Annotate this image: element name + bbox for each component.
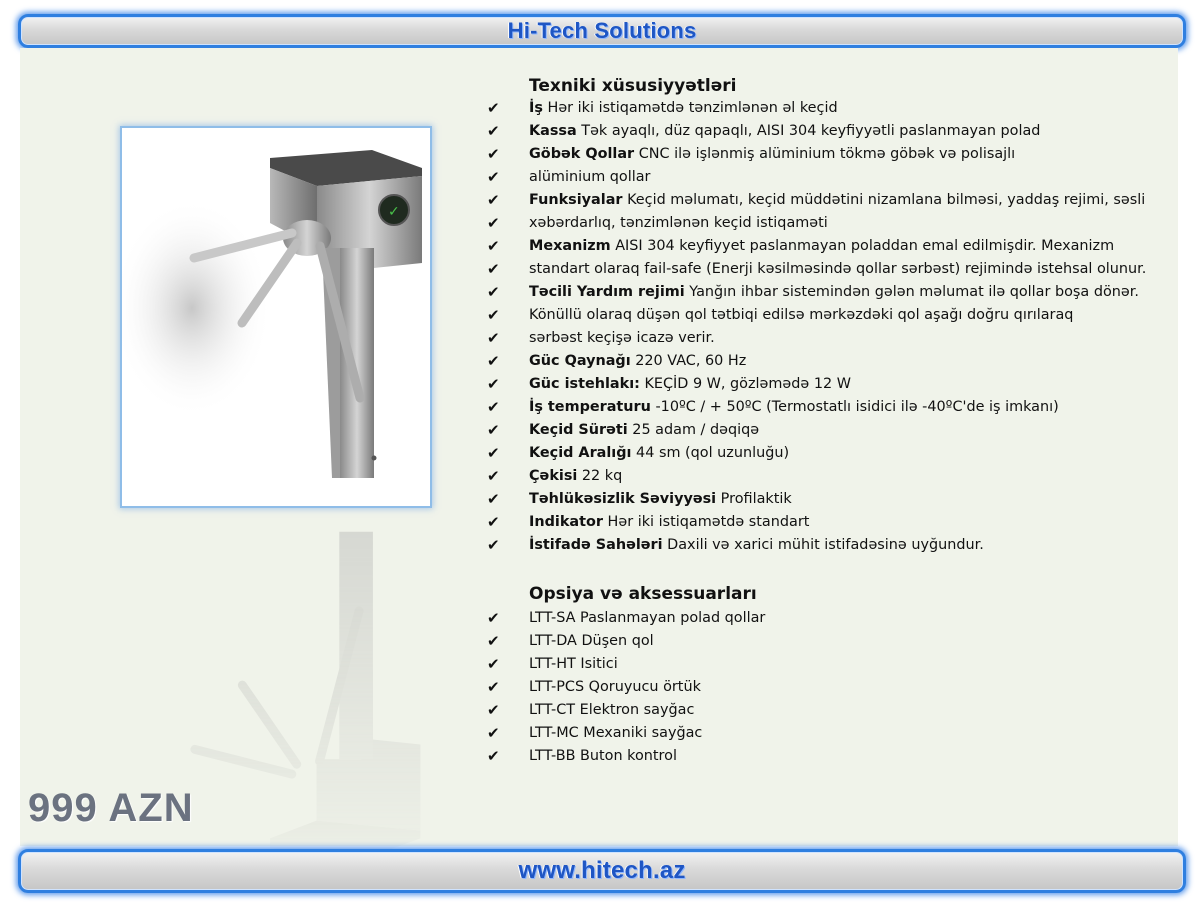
spec-item (485, 261, 1175, 278)
checkmark-icon: ✔ (487, 191, 500, 209)
spec-item (485, 307, 1175, 324)
spec-text: Tək ayaqlı, düz qapaqlı, AISI 304 keyfiyyətli paslanmayan polad (576, 123, 1041, 139)
spec-text: Yanğın ihbar sistemindən gələn məlumat ilə qollar boşa dönər. (684, 284, 1139, 300)
checkmark-icon: ✔ (487, 467, 500, 485)
option-text: LTT-DA Düşen qol (529, 633, 654, 649)
option-text: LTT-HT Isitici (529, 656, 618, 672)
spec-text: Könüllü olaraq düşən qol tətbiqi edilsə mərkəzdəki qol aşağı doğru qırılaraq (529, 307, 1074, 323)
spec-item (485, 123, 1175, 140)
option-text: LTT-BB Buton kontrol (529, 748, 677, 764)
spec-item (485, 376, 1175, 393)
spec-text: sərbəst keçişə icazə verir. (529, 330, 715, 346)
option-item (485, 702, 1175, 719)
spec-label: Göbək Qollar (529, 146, 635, 162)
checkmark-icon: ✔ (487, 214, 500, 232)
spec-item (485, 491, 1175, 508)
option-item (485, 748, 1175, 765)
checkmark-icon: ✔ (487, 421, 500, 439)
specs-list (485, 100, 1175, 554)
option-item (485, 679, 1175, 696)
spec-text: AISI 304 keyfiyyet paslanmayan poladdan emal edilmişdir. Mexanizm (610, 238, 1115, 254)
spec-text: 25 adam / dəqiqə (627, 422, 760, 438)
option-item (485, 656, 1175, 673)
checkmark-icon: ✔ (487, 99, 500, 117)
checkmark-icon: ✔ (487, 655, 500, 673)
checkmark-icon: ✔ (487, 724, 500, 742)
checkmark-icon: ✔ (487, 329, 500, 347)
spec-text: 22 kq (577, 468, 623, 484)
checkmark-icon: ✔ (487, 352, 500, 370)
spec-item (485, 399, 1175, 416)
spec-item (485, 537, 1175, 554)
checkmark-icon: ✔ (487, 283, 500, 301)
option-item (485, 610, 1175, 627)
option-item (485, 633, 1175, 650)
spec-item (485, 445, 1175, 462)
checkmark-icon: ✔ (487, 375, 500, 393)
spec-item (485, 169, 1175, 186)
checkmark-icon: ✔ (487, 513, 500, 531)
option-text: LTT-PCS Qoruyucu örtük (529, 679, 701, 695)
spec-item (485, 514, 1175, 531)
footer-url: www.hitech.az (518, 857, 686, 884)
checkmark-icon: ✔ (487, 678, 500, 696)
checkmark-icon: ✔ (487, 747, 500, 765)
spec-text: CNC ilə işlənmiş alüminium tökmə göbək və polisajlı (634, 146, 1016, 162)
spec-item (485, 146, 1175, 163)
spec-item (485, 215, 1175, 232)
checkmark-icon: ✔ (487, 237, 500, 255)
option-text: LTT-MC Mexaniki sayğac (529, 725, 703, 741)
spec-item (485, 468, 1175, 485)
option-text: LTT-SA Paslanmayan polad qollar (529, 610, 766, 626)
checkmark-icon: ✔ (487, 536, 500, 554)
spec-text: Keçid məlumatı, keçid müddətini nizamlana bilməsi, yaddaş rejimi, səsli (622, 192, 1146, 208)
spec-label: Mexanizm (529, 238, 611, 254)
checkmark-icon: ✔ (487, 398, 500, 416)
option-item (485, 725, 1175, 742)
checkmark-icon: ✔ (487, 444, 500, 462)
spec-text: Hər iki istiqamətdə tənzimlənən əl keçid (542, 100, 838, 116)
header-bar (18, 14, 1186, 48)
svg-text:✓: ✓ (388, 204, 400, 220)
spec-item (485, 284, 1175, 301)
spec-label: İş temperaturu (529, 399, 651, 415)
spec-text: Hər iki istiqamətdə standart (602, 514, 810, 530)
price-label: 999 AZN (28, 786, 194, 830)
spec-text: standart olaraq fail-safe (Enerji kəsilməsində qollar sərbəst) rejimində istehsal olunur. (529, 261, 1147, 277)
checkmark-icon: ✔ (487, 490, 500, 508)
spec-item (485, 192, 1175, 209)
checkmark-icon: ✔ (487, 701, 500, 719)
spec-label: İş (529, 100, 543, 116)
spec-label: Funksiyalar (529, 192, 623, 208)
option-text: LTT-CT Elektron sayğac (529, 702, 695, 718)
spec-label: Keçid Sürəti (529, 422, 628, 438)
spec-label: Keçid Aralığı (529, 445, 632, 461)
checkmark-icon: ✔ (487, 609, 500, 627)
spec-text: 44 sm (qol uzunluğu) (631, 445, 790, 461)
product-photo (120, 126, 432, 508)
header-title: Hi-Tech Solutions (507, 18, 697, 43)
checkmark-icon: ✔ (487, 306, 500, 324)
spec-item (485, 353, 1175, 370)
spec-label: İstifadə Sahələri (529, 537, 663, 553)
spec-text: alüminium qollar (529, 169, 651, 185)
spec-label: Indikator (529, 514, 603, 530)
spec-item (485, 330, 1175, 347)
spec-item (485, 238, 1175, 255)
spec-item (485, 422, 1175, 439)
spec-text: Profilaktik (716, 491, 792, 507)
spec-text: Daxili və xarici mühit istifadəsinə uyğundur. (662, 537, 984, 553)
spec-text: KEÇİD 9 W, gözləmədə 12 W (639, 376, 851, 392)
spec-text: 220 VAC, 60 Hz (630, 353, 747, 369)
options-title: Opsiya və aksessuarları (529, 584, 757, 604)
checkmark-icon: ✔ (487, 260, 500, 278)
checkmark-icon: ✔ (487, 145, 500, 163)
specs-section (485, 76, 1175, 771)
spec-text: xəbərdarlıq, tənzimlənən keçid istiqaməti (529, 215, 828, 231)
specs-title: Texniki xüsusiyyətləri (529, 76, 737, 96)
spec-label: Təhlükəsizlik Səviyyəsi (529, 491, 717, 507)
spec-label: Güc istehlakı: (529, 376, 640, 392)
spec-label: Kassa (529, 123, 577, 139)
spec-label: Təcili Yardım rejimi (529, 284, 685, 300)
footer-bar (18, 849, 1186, 893)
spec-label: Çəkisi (529, 468, 578, 484)
checkmark-icon: ✔ (487, 632, 500, 650)
spec-label: Güc Qaynağı (529, 353, 631, 369)
checkmark-icon: ✔ (487, 168, 500, 186)
options-list (485, 610, 1175, 765)
checkmark-icon: ✔ (487, 122, 500, 140)
turnstile-image (122, 128, 426, 502)
spec-item (485, 100, 1175, 117)
spec-text: -10ºC / + 50ºC (Termostatlı isidici ilə -40ºC'de iş imkanı) (650, 399, 1059, 415)
